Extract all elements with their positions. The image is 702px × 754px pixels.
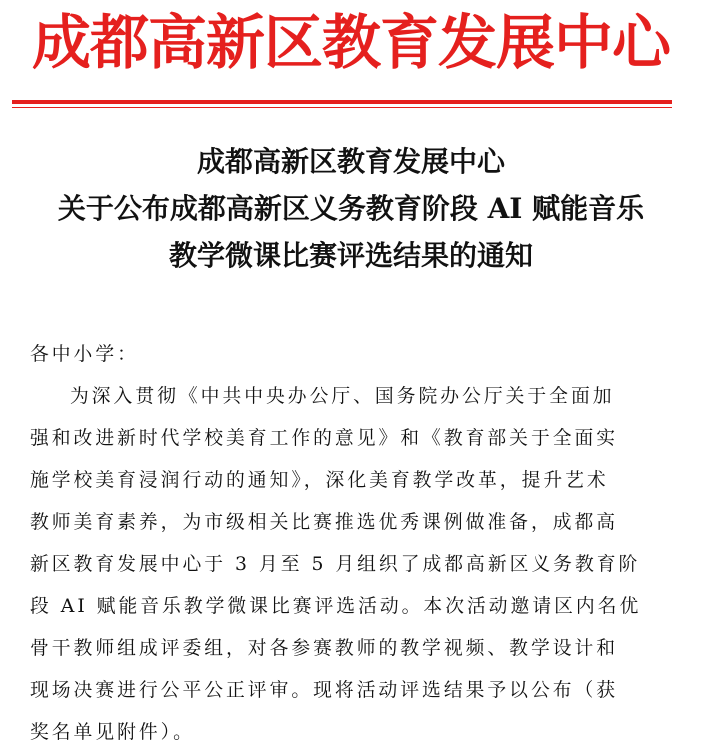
body-line: 奖名单见附件）。: [30, 722, 195, 743]
body-line: 现场决赛进行公平公正评审。现将活动评选结果予以公布（获: [30, 680, 619, 701]
salutation: 各中小学：: [30, 344, 139, 365]
body-line: 段 AI 赋能音乐教学微课比赛评选活动。本次活动邀请区内名优: [30, 596, 642, 617]
body-line: 为深入贯彻《中共中央办公厅、国务院办公厅关于全面加: [70, 386, 615, 407]
title-line-2: 关于公布成都高新区义务教育阶段 AI 赋能音乐: [57, 192, 645, 225]
notice-body: [30, 334, 670, 754]
body-line: 教师美育素养，为市级相关比赛推选优秀课例做准备，成都高: [30, 512, 619, 533]
org-letterhead: 成都高新区教育发展中心: [31, 8, 670, 77]
letterhead-red-rule-thin: [12, 107, 672, 108]
body-line: 骨干教师组成评委组，对各参赛教师的教学视频、教学设计和: [30, 638, 619, 659]
body-line: 强和改进新时代学校美育工作的意见》和《教育部关于全面实: [30, 428, 619, 449]
body-line: 施学校美育浸润行动的通知》，深化美育教学改革，提升艺术: [30, 470, 609, 491]
notice-title: [0, 138, 702, 279]
letterhead-red-rule: [12, 100, 672, 104]
title-line-3: 教学微课比赛评选结果的通知: [168, 239, 533, 272]
body-line: 新区教育发展中心于 3 月至 5 月组织了成都高新区义务教育阶: [30, 554, 641, 575]
title-line-1: 成都高新区教育发展中心: [196, 145, 505, 178]
